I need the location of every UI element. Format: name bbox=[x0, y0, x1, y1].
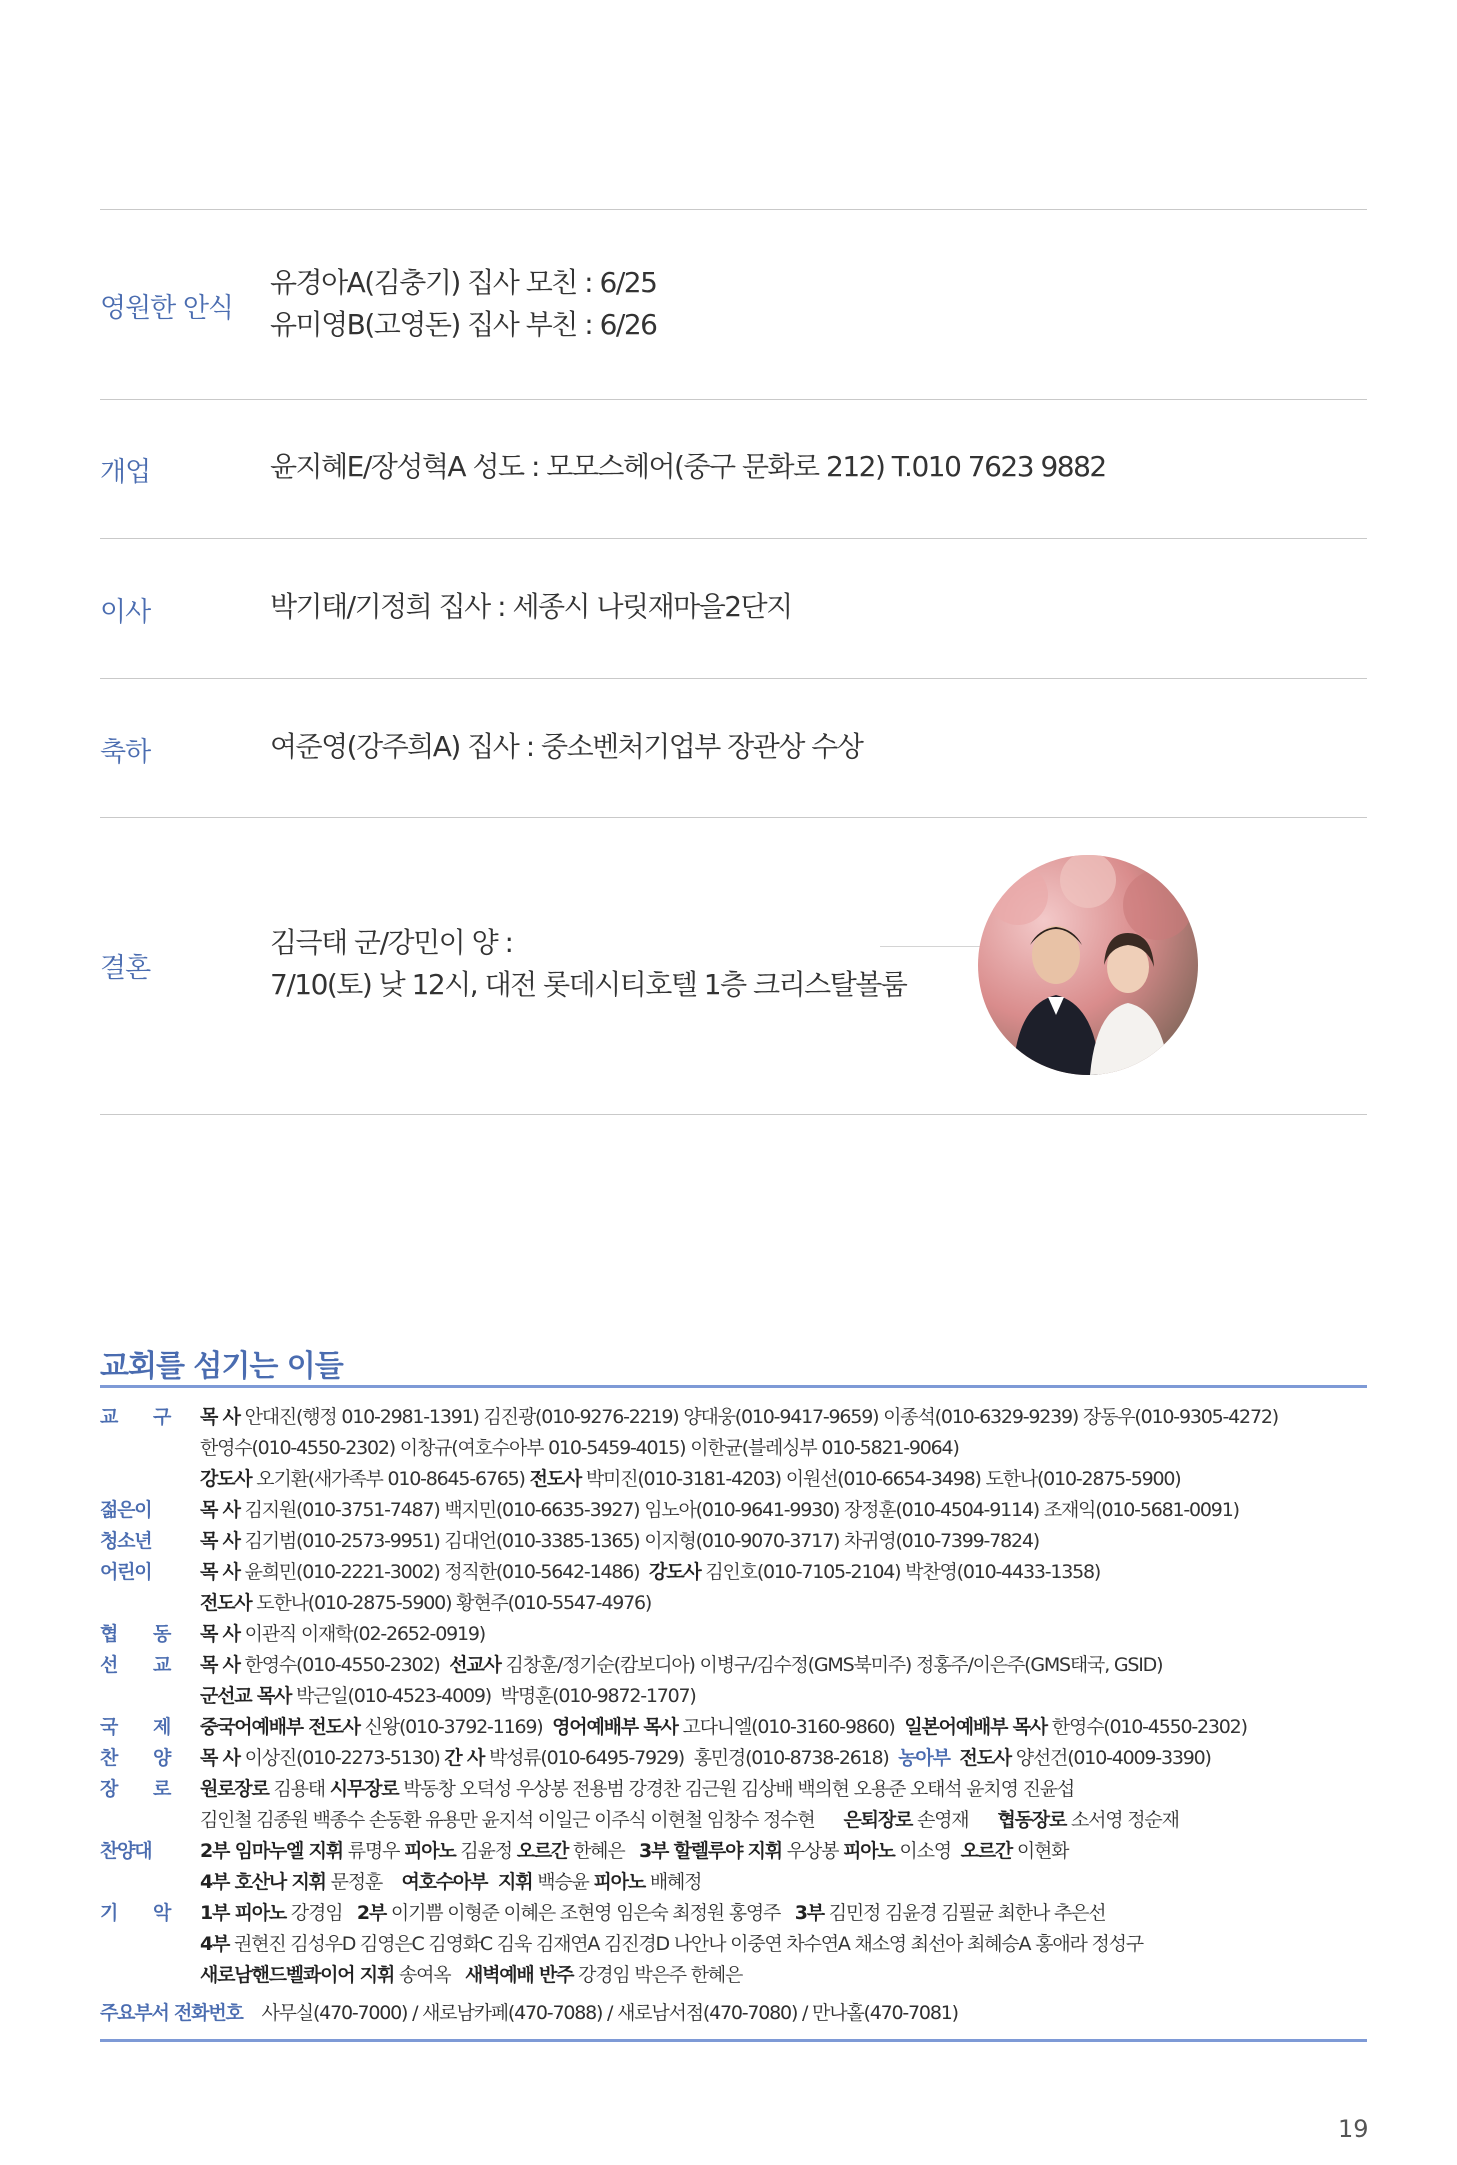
staff-row bbox=[100, 1495, 1367, 1526]
staff-names: 한영수(010-4550-2302) 이창규(여호수아부 010-5459-4015) 이한균(블레싱부 010-5821-9064) bbox=[200, 1437, 959, 1459]
staff-names: 한영수(010-4550-2302) bbox=[1046, 1716, 1247, 1738]
staff-role: 피아노 bbox=[593, 1871, 645, 1893]
staff-category-label: 장 로 bbox=[100, 1778, 186, 1800]
divider bbox=[100, 538, 1367, 539]
staff-entry bbox=[200, 1402, 1278, 1433]
staff-entry bbox=[200, 1619, 485, 1650]
divider bbox=[100, 1114, 1367, 1115]
staff-names: 안대진(행정 010-2981-1391) 김진광(010-9276-2219) 양대웅(010-9417-9659) 이종석(010-6329-9239) 장동우(010-9305-4272) bbox=[239, 1406, 1278, 1428]
staff-entry bbox=[200, 1681, 696, 1712]
staff-entry bbox=[200, 1588, 651, 1619]
staff-names: 도한나(010-2875-5900) 황현주(010-5547-4976) bbox=[251, 1592, 652, 1614]
divider bbox=[100, 817, 1367, 818]
staff-names: 문정훈 bbox=[325, 1871, 402, 1893]
staff-names: 송여옥 bbox=[394, 1964, 465, 1986]
staff-entry bbox=[200, 1650, 1162, 1681]
staff-row bbox=[100, 1402, 1367, 1433]
staff-names: 김창훈/정기순(캄보디아) 이병구/김수정(GMS북미주) 정홍주/이은주(GMS태국, GSID) bbox=[500, 1654, 1163, 1676]
staff-role: 3부 할렐루야 지휘 bbox=[639, 1840, 782, 1862]
staff-role: 목 사 bbox=[200, 1747, 240, 1769]
staff-role: 새벽예배 반주 bbox=[464, 1964, 574, 1986]
staff-role: 강도사 bbox=[649, 1561, 701, 1583]
staff-names: 이관직 이재학(02-2652-0919) bbox=[239, 1623, 485, 1645]
staff-role: 2부 bbox=[356, 1902, 387, 1924]
staff-entry bbox=[200, 1743, 1211, 1774]
staff-category-label: 교 구 bbox=[100, 1406, 186, 1428]
staff-names: 박동창 오덕성 우상봉 전용범 강경찬 김근원 김상배 백의현 오용준 오태석 윤치영 진윤섭 bbox=[398, 1778, 1075, 1800]
staff-role: 원로장로 bbox=[200, 1778, 269, 1800]
staff-category-label: 청소년 bbox=[100, 1530, 152, 1552]
phones-label: 주요부서 전화번호 bbox=[100, 2002, 243, 2024]
staff-role: 시무장로 bbox=[329, 1778, 399, 1800]
staff-category-label: 국 제 bbox=[100, 1716, 186, 1738]
staff-names: 손영재 bbox=[912, 1809, 998, 1831]
staff-role: 여호수아부 지휘 bbox=[401, 1871, 533, 1893]
couple-illustration bbox=[978, 855, 1198, 1075]
staff-entry bbox=[200, 1464, 1180, 1495]
staff-entry bbox=[200, 1526, 1039, 1557]
section-rule bbox=[100, 1385, 1367, 1388]
staff-row bbox=[100, 1836, 1367, 1867]
phones-text: 사무실(470-7000) / 새로남카페(470-7088) / 새로남서점(470-7080) / 만나홀(470-7081) bbox=[261, 2002, 958, 2024]
staff-names: 김지원(010-3751-7487) 백지민(010-6635-3927) 임노아(010-9641-9930) 장정훈(010-4504-9114) 조재익(010-5681-0091) bbox=[239, 1499, 1239, 1521]
staff-names: 강경임 bbox=[286, 1902, 357, 1924]
staff-row bbox=[100, 1619, 1367, 1650]
staff-row bbox=[100, 1526, 1367, 1557]
staff-entry bbox=[200, 1495, 1239, 1526]
staff-role: 중국어예배부 전도사 bbox=[200, 1716, 360, 1738]
staff-role: 새로남핸드벨콰이어 지휘 bbox=[200, 1964, 395, 1986]
staff-role: 피아노 bbox=[404, 1840, 456, 1862]
staff-row bbox=[100, 1712, 1367, 1743]
staff-row bbox=[100, 1898, 1367, 1929]
staff-role: 목 사 bbox=[200, 1654, 240, 1676]
staff-role: 목 사 bbox=[200, 1499, 240, 1521]
staff-role: 오르간 bbox=[960, 1840, 1013, 1862]
staff-role: 목 사 bbox=[200, 1406, 240, 1428]
news-text-rest bbox=[270, 262, 656, 346]
staff-entry bbox=[200, 1929, 1143, 1960]
staff-names: 한영수(010-4550-2302) bbox=[239, 1654, 450, 1676]
news-label-moving: 이사 bbox=[100, 597, 151, 628]
divider bbox=[100, 209, 1367, 210]
news-line: 김극태 군/강민이 양 : bbox=[270, 926, 513, 959]
staff-entry bbox=[200, 1712, 1247, 1743]
staff-category-label: 찬 양 bbox=[100, 1747, 186, 1769]
staff-names: 박미진(010-3181-4203) 이원선(010-6654-3498) 도한나(010-2875-5900) bbox=[581, 1468, 1181, 1490]
staff-names: 배혜정 bbox=[645, 1871, 702, 1893]
staff-entry bbox=[200, 1867, 701, 1898]
staff-names: 김인철 김종원 백종수 손동환 유용만 윤지석 이일근 이주식 이현철 임창수 정수현 bbox=[200, 1809, 844, 1831]
staff-role: 오르간 bbox=[516, 1840, 569, 1862]
staff-row bbox=[100, 1557, 1367, 1588]
staff-names: 윤희민(010-2221-3002) 정직한(010-5642-1486) bbox=[239, 1561, 650, 1583]
news-text-moving bbox=[270, 586, 792, 628]
staff-row bbox=[100, 1929, 1367, 1960]
staff-row bbox=[100, 1681, 1367, 1712]
news-label-opening: 개업 bbox=[100, 457, 151, 488]
department-phones bbox=[100, 1998, 958, 2029]
staff-role: 전도사 bbox=[959, 1747, 1011, 1769]
news-label-rest: 영원한 안식 bbox=[100, 293, 233, 324]
staff-entry bbox=[200, 1836, 1068, 1867]
staff-row bbox=[100, 1650, 1367, 1681]
staff-names: 박근일(010-4523-4009) 박명훈(010-9872-1707) bbox=[291, 1685, 696, 1707]
divider bbox=[100, 678, 1367, 679]
staff-role: 일본어예배부 목사 bbox=[904, 1716, 1047, 1738]
staff-names: 김용태 bbox=[268, 1778, 330, 1800]
staff-role: 2부 임마누엘 지휘 bbox=[200, 1840, 343, 1862]
staff-category-label: 선 교 bbox=[100, 1654, 186, 1676]
staff-list bbox=[100, 1402, 1367, 1991]
staff-names: 이상진(010-2273-5130) bbox=[239, 1747, 445, 1769]
staff-row bbox=[100, 1774, 1367, 1805]
staff-names: 오기환(새가족부 010-8645-6765) bbox=[251, 1468, 530, 1490]
photo-connector bbox=[880, 946, 980, 947]
staff-names: 고다니엘(010-3160-9860) bbox=[677, 1716, 905, 1738]
staff-role: 4부 호산나 지휘 bbox=[200, 1871, 326, 1893]
news-line: 윤지혜E/장성혁A 성도 : 모모스헤어(중구 문화로 212) T.010 7623 9882 bbox=[270, 450, 1106, 483]
news-line: 박기태/기정희 집사 : 세종시 나릿재마을2단지 bbox=[270, 590, 792, 623]
news-line: 유경아A(김충기) 집사 모친 : 6/25 bbox=[270, 266, 657, 299]
news-line: 여준영(강주희A) 집사 : 중소벤처기업부 장관상 수상 bbox=[270, 730, 863, 763]
staff-names: 김인호(010-7105-2104) 박찬영(010-4433-1358) bbox=[700, 1561, 1101, 1583]
staff-names: 류명우 bbox=[342, 1840, 405, 1862]
staff-role: 전도사 bbox=[529, 1468, 582, 1490]
section-rule bbox=[100, 2039, 1367, 2042]
staff-names: 강경임 박은주 한혜은 bbox=[573, 1964, 743, 1986]
staff-row bbox=[100, 1464, 1367, 1495]
staff-entry bbox=[200, 1557, 1100, 1588]
staff-row bbox=[100, 1867, 1367, 1898]
staff-names: 우상봉 bbox=[781, 1840, 844, 1862]
staff-names: 소서영 정순재 bbox=[1066, 1809, 1179, 1831]
staff-role: 목 사 bbox=[200, 1530, 240, 1552]
staff-names bbox=[950, 1747, 960, 1769]
staff-row bbox=[100, 1960, 1367, 1991]
page-number: 19 bbox=[1338, 2115, 1369, 2143]
staff-names: 김윤정 bbox=[455, 1840, 517, 1862]
staff-entry bbox=[200, 1898, 1105, 1929]
news-label-wedding: 결혼 bbox=[100, 953, 151, 984]
staff-row bbox=[100, 1588, 1367, 1619]
staff-names: 김민정 김윤경 김필균 최한나 추은선 bbox=[823, 1902, 1106, 1924]
staff-row bbox=[100, 1805, 1367, 1836]
staff-role: 협동장로 bbox=[997, 1809, 1067, 1831]
staff-entry bbox=[200, 1960, 742, 1991]
news-text-wedding bbox=[270, 922, 906, 1006]
news-label-congrats: 축하 bbox=[100, 737, 151, 768]
staff-role: 영어예배부 목사 bbox=[552, 1716, 678, 1738]
staff-category-label: 기 악 bbox=[100, 1902, 186, 1924]
staff-entry bbox=[200, 1774, 1074, 1805]
staff-names: 이기쁨 이형준 이혜은 조현영 임은숙 최정원 홍영주 bbox=[386, 1902, 795, 1924]
staff-row bbox=[100, 1743, 1367, 1774]
staff-names: 김기범(010-2573-9951) 김대언(010-3385-1365) 이지형(010-9070-3717) 차귀영(010-7399-7824) bbox=[239, 1530, 1039, 1552]
staff-role: 전도사 bbox=[200, 1592, 252, 1614]
staff-category-label: 어린이 bbox=[100, 1561, 152, 1583]
staff-category-label: 협 동 bbox=[100, 1623, 186, 1645]
staff-role: 1부 피아노 bbox=[200, 1902, 287, 1924]
staff-names: 신왕(010-3792-1169) bbox=[359, 1716, 553, 1738]
divider bbox=[100, 399, 1367, 400]
staff-role: 군선교 목사 bbox=[200, 1685, 292, 1707]
staff-role: 농아부 bbox=[898, 1747, 950, 1769]
staff-role: 목 사 bbox=[200, 1623, 240, 1645]
staff-category-label: 젊은이 bbox=[100, 1499, 152, 1521]
staff-names: 한혜은 bbox=[568, 1840, 640, 1862]
staff-entry bbox=[200, 1433, 959, 1464]
staff-names: 백승윤 bbox=[532, 1871, 594, 1893]
staff-row bbox=[100, 1433, 1367, 1464]
staff-entry bbox=[200, 1805, 1179, 1836]
staff-names: 양선건(010-4009-3390) bbox=[1010, 1747, 1211, 1769]
staff-names: 이현화 bbox=[1012, 1840, 1069, 1862]
news-text-opening bbox=[270, 446, 1106, 488]
news-line: 유미영B(고영돈) 집사 부친 : 6/26 bbox=[270, 308, 657, 341]
staff-category-label: 찬양대 bbox=[100, 1840, 152, 1862]
staff-role: 3부 bbox=[794, 1902, 824, 1924]
wedding-photo bbox=[978, 855, 1198, 1075]
section-title: 교회를 섬기는 이들 bbox=[100, 1349, 343, 1384]
staff-role: 간 사 bbox=[444, 1747, 485, 1769]
staff-role: 피아노 bbox=[843, 1840, 895, 1862]
staff-role: 선교사 bbox=[449, 1654, 501, 1676]
news-text-congrats bbox=[270, 726, 862, 768]
staff-names: 권현진 김성우D 김영은C 김영화C 김욱 김재연A 김진경D 나안나 이중연 차수연A 채소영 최선아 최혜승A 홍애라 정성구 bbox=[229, 1933, 1143, 1955]
staff-role: 4부 bbox=[200, 1933, 230, 1955]
staff-names: 박성류(010-6495-7929) 홍민경(010-8738-2618) bbox=[484, 1747, 899, 1769]
staff-role: 강도사 bbox=[200, 1468, 252, 1490]
staff-role: 은퇴장로 bbox=[843, 1809, 913, 1831]
staff-role: 목 사 bbox=[200, 1561, 240, 1583]
news-line: 7/10(토) 낮 12시, 대전 롯데시티호텔 1층 크리스탈볼룸 bbox=[270, 968, 907, 1001]
staff-names: 이소영 bbox=[894, 1840, 961, 1862]
